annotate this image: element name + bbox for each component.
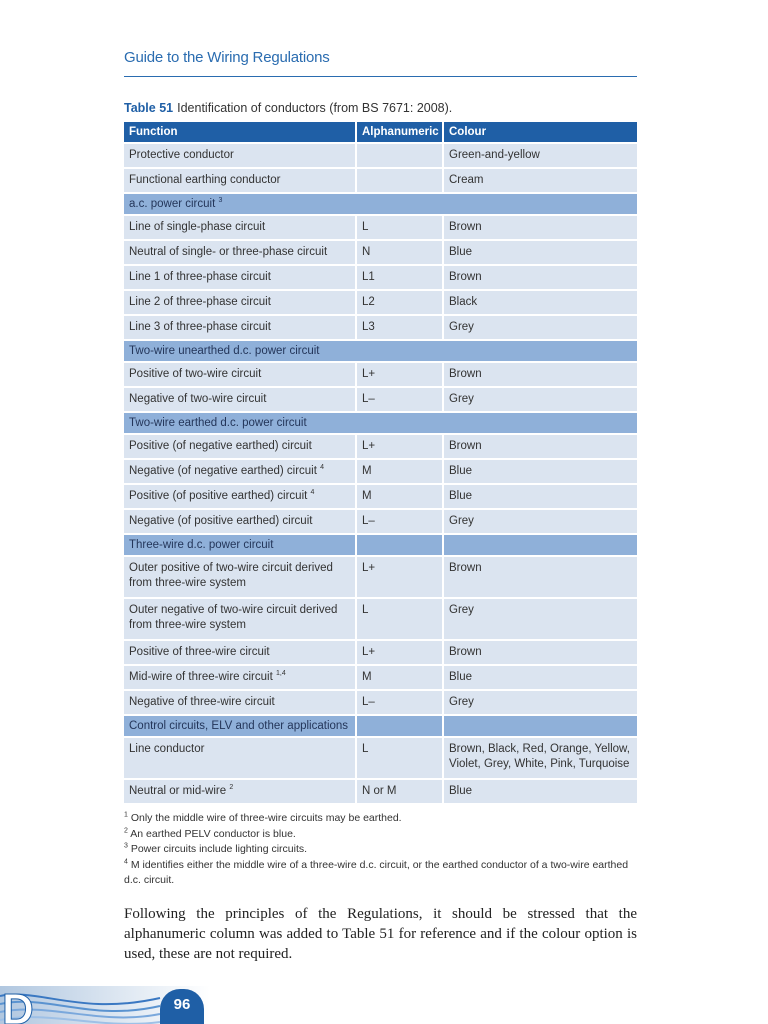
column-header-function: Function (124, 122, 357, 142)
header-rule (124, 76, 637, 77)
cell-colour: Blue (444, 780, 637, 803)
cell-function-text: Positive (of positive earthed) circuit (129, 490, 308, 502)
table-row (124, 557, 637, 597)
cell-colour: Brown (444, 557, 637, 597)
table-row (124, 316, 637, 339)
cell-function-text: Line of single-phase circuit (129, 221, 266, 233)
cell-function (124, 388, 357, 411)
cell-function-text: Positive (of negative earthed) circuit (129, 440, 312, 452)
cell-function-text: Protective conductor (129, 149, 234, 161)
cell-alphanumeric: L– (357, 691, 444, 714)
table-row (124, 216, 637, 239)
table-header-row (124, 122, 637, 142)
table-row (124, 169, 637, 192)
cell-colour: Grey (444, 388, 637, 411)
section-heading-text: Two-wire unearthed d.c. power circuit (129, 344, 320, 357)
table-section-row (124, 535, 637, 555)
footnote-ref: 1,4 (275, 670, 286, 678)
table-row (124, 510, 637, 533)
running-head-title: Guide to the Wiring Regulations (124, 49, 330, 66)
table-row (124, 666, 637, 689)
cell-function-text: Positive of two-wire circuit (129, 368, 262, 380)
section-heading-text: Control circuits, ELV and other applications (129, 719, 349, 732)
cell-colour: Grey (444, 510, 637, 533)
table-row (124, 388, 637, 411)
table-row (124, 599, 637, 639)
page-number: 96 (160, 989, 204, 1024)
cell-function-text: Negative (of positive earthed) circuit (129, 515, 313, 527)
footnote-text: Only the middle wire of three-wire circuits may be earthed. (130, 812, 402, 824)
cell-colour: Blue (444, 460, 637, 483)
body-paragraph: Following the principles of the Regulations, it should be stressed that the alphanumeric column was added to Table 51 for reference and if the colour option is used, these are not required. (124, 906, 637, 962)
cell-function (124, 291, 357, 314)
cell-alphanumeric: L+ (357, 557, 444, 597)
cell-function (124, 557, 357, 597)
cell-alphanumeric: L (357, 738, 444, 778)
cell-colour: Grey (444, 691, 637, 714)
cell-alphanumeric: L+ (357, 435, 444, 458)
cell-function (124, 241, 357, 264)
cell-colour: Grey (444, 316, 637, 339)
conductor-identification-table (124, 120, 637, 805)
cell-alphanumeric: L+ (357, 363, 444, 386)
footnote-mark: 3 (124, 842, 128, 850)
section-heading (124, 194, 637, 214)
cell-function-text: Positive of three-wire circuit (129, 646, 270, 658)
cell-function-text: Line 2 of three-phase circuit (129, 296, 271, 308)
footnote-2 (124, 827, 644, 843)
section-heading-text: Two-wire earthed d.c. power circuit (129, 416, 307, 429)
cell-function (124, 641, 357, 664)
column-header-alphanumeric: Alphanumeric (357, 122, 444, 142)
cell-colour: Brown (444, 435, 637, 458)
section-heading-text: a.c. power circuit (129, 197, 216, 210)
cell-function (124, 363, 357, 386)
cell-alphanumeric (357, 169, 444, 192)
cell-function (124, 169, 357, 192)
cell-function-text: Mid-wire of three-wire circuit (129, 671, 273, 683)
cell-alphanumeric: M (357, 485, 444, 508)
cell-function-text: Line 3 of three-phase circuit (129, 321, 271, 333)
table-section-row (124, 716, 637, 736)
table-row (124, 460, 637, 483)
footnote-mark: 2 (124, 827, 128, 834)
logo-letter-d-icon: D (2, 986, 34, 1024)
table-row (124, 641, 637, 664)
cell-alphanumeric: M (357, 666, 444, 689)
cell-alphanumeric: L1 (357, 266, 444, 289)
cell-function (124, 485, 357, 508)
table-caption-text: Identification of conductors (from BS 7671: 2008). (177, 101, 453, 115)
cell-function (124, 780, 357, 803)
cell-colour: Brown (444, 266, 637, 289)
cell-function-text: Negative of three-wire circuit (129, 696, 275, 708)
footnote-mark: 4 (124, 858, 128, 865)
footnote-text: Power circuits include lighting circuits. (130, 843, 308, 855)
table-body (124, 144, 637, 803)
table-row (124, 435, 637, 458)
cell-function (124, 435, 357, 458)
section-heading (124, 716, 357, 736)
cell-colour: Brown, Black, Red, Orange, Yellow, Violet, Grey, White, Pink, Turquoise (444, 738, 637, 778)
cell-function-text: Line conductor (129, 743, 205, 755)
cell-function (124, 666, 357, 689)
cell-colour: Grey (444, 599, 637, 639)
cell-alphanumeric: N or M (357, 780, 444, 803)
table-section-row (124, 413, 637, 433)
cell-alphanumeric: M (357, 460, 444, 483)
table-row (124, 780, 637, 803)
table-row (124, 738, 637, 778)
table-section-row (124, 194, 637, 214)
cell-alphanumeric: L– (357, 510, 444, 533)
table-row (124, 485, 637, 508)
cell-alphanumeric: L2 (357, 291, 444, 314)
cell-colour: Green-and-yellow (444, 144, 637, 167)
footnote-mark: 1 (124, 811, 128, 819)
table-row (124, 144, 637, 167)
table-section-row (124, 341, 637, 361)
table-row (124, 363, 637, 386)
cell-function (124, 144, 357, 167)
footnote-text: M identifies either the middle wire of a three-wire d.c. circuit, or the earthed conductor of a two-wire earthed d.c. circuit. (124, 858, 629, 886)
footnote-ref: 2 (229, 784, 234, 792)
cell-function-text: Outer positive of two-wire circuit derived from three-wire system (129, 562, 333, 589)
cell-colour: Blue (444, 485, 637, 508)
cell-function (124, 510, 357, 533)
cell-colour: Brown (444, 363, 637, 386)
table-caption-label: Table 51 (124, 101, 174, 115)
cell-function (124, 266, 357, 289)
cell-colour: Cream (444, 169, 637, 192)
cell-colour: Brown (444, 216, 637, 239)
cell-function-text: Functional earthing conductor (129, 174, 281, 186)
cell-colour: Blue (444, 241, 637, 264)
cell-function-text: Line 1 of three-phase circuit (129, 271, 271, 283)
cell-function (124, 599, 357, 639)
cell-function-text: Negative of two-wire circuit (129, 393, 267, 405)
cell-function-text: Neutral of single- or three-phase circuit (129, 246, 328, 258)
table-row (124, 691, 637, 714)
table-row (124, 241, 637, 264)
section-empty-cell-colour (444, 716, 637, 736)
section-empty-cell-alphanumeric (357, 716, 444, 736)
table-caption (124, 101, 452, 115)
column-header-colour: Colour (444, 122, 637, 142)
footnote-3 (124, 842, 644, 858)
footnote-1 (124, 811, 644, 827)
footnote-ref: 4 (310, 489, 315, 497)
cell-alphanumeric: L– (357, 388, 444, 411)
footnote-text: An earthed PELV conductor is blue. (130, 827, 296, 840)
footnote-ref: 4 (320, 464, 325, 472)
cell-function-text: Outer negative of two-wire circuit derived from three-wire system (129, 604, 338, 631)
footnotes (124, 811, 644, 889)
cell-alphanumeric: L (357, 599, 444, 639)
section-heading (124, 535, 357, 555)
footnote-4 (124, 858, 644, 889)
table-row (124, 291, 637, 314)
cell-function (124, 738, 357, 778)
table-row (124, 266, 637, 289)
section-heading (124, 341, 637, 361)
footnote-ref: 3 (218, 196, 223, 204)
section-empty-cell-alphanumeric (357, 535, 444, 555)
cell-alphanumeric: L3 (357, 316, 444, 339)
cell-function-text: Negative (of negative earthed) circuit (129, 465, 317, 477)
section-heading (124, 413, 637, 433)
cell-function-text: Neutral or mid-wire (129, 785, 227, 797)
cell-alphanumeric (357, 144, 444, 167)
cell-function (124, 691, 357, 714)
cell-alphanumeric: L+ (357, 641, 444, 664)
section-heading-text: Three-wire d.c. power circuit (129, 538, 274, 551)
cell-colour: Black (444, 291, 637, 314)
cell-function (124, 216, 357, 239)
section-empty-cell-colour (444, 535, 637, 555)
cell-colour: Blue (444, 666, 637, 689)
cell-function (124, 316, 357, 339)
cell-function (124, 460, 357, 483)
cell-alphanumeric: L (357, 216, 444, 239)
cell-colour: Brown (444, 641, 637, 664)
cell-alphanumeric: N (357, 241, 444, 264)
